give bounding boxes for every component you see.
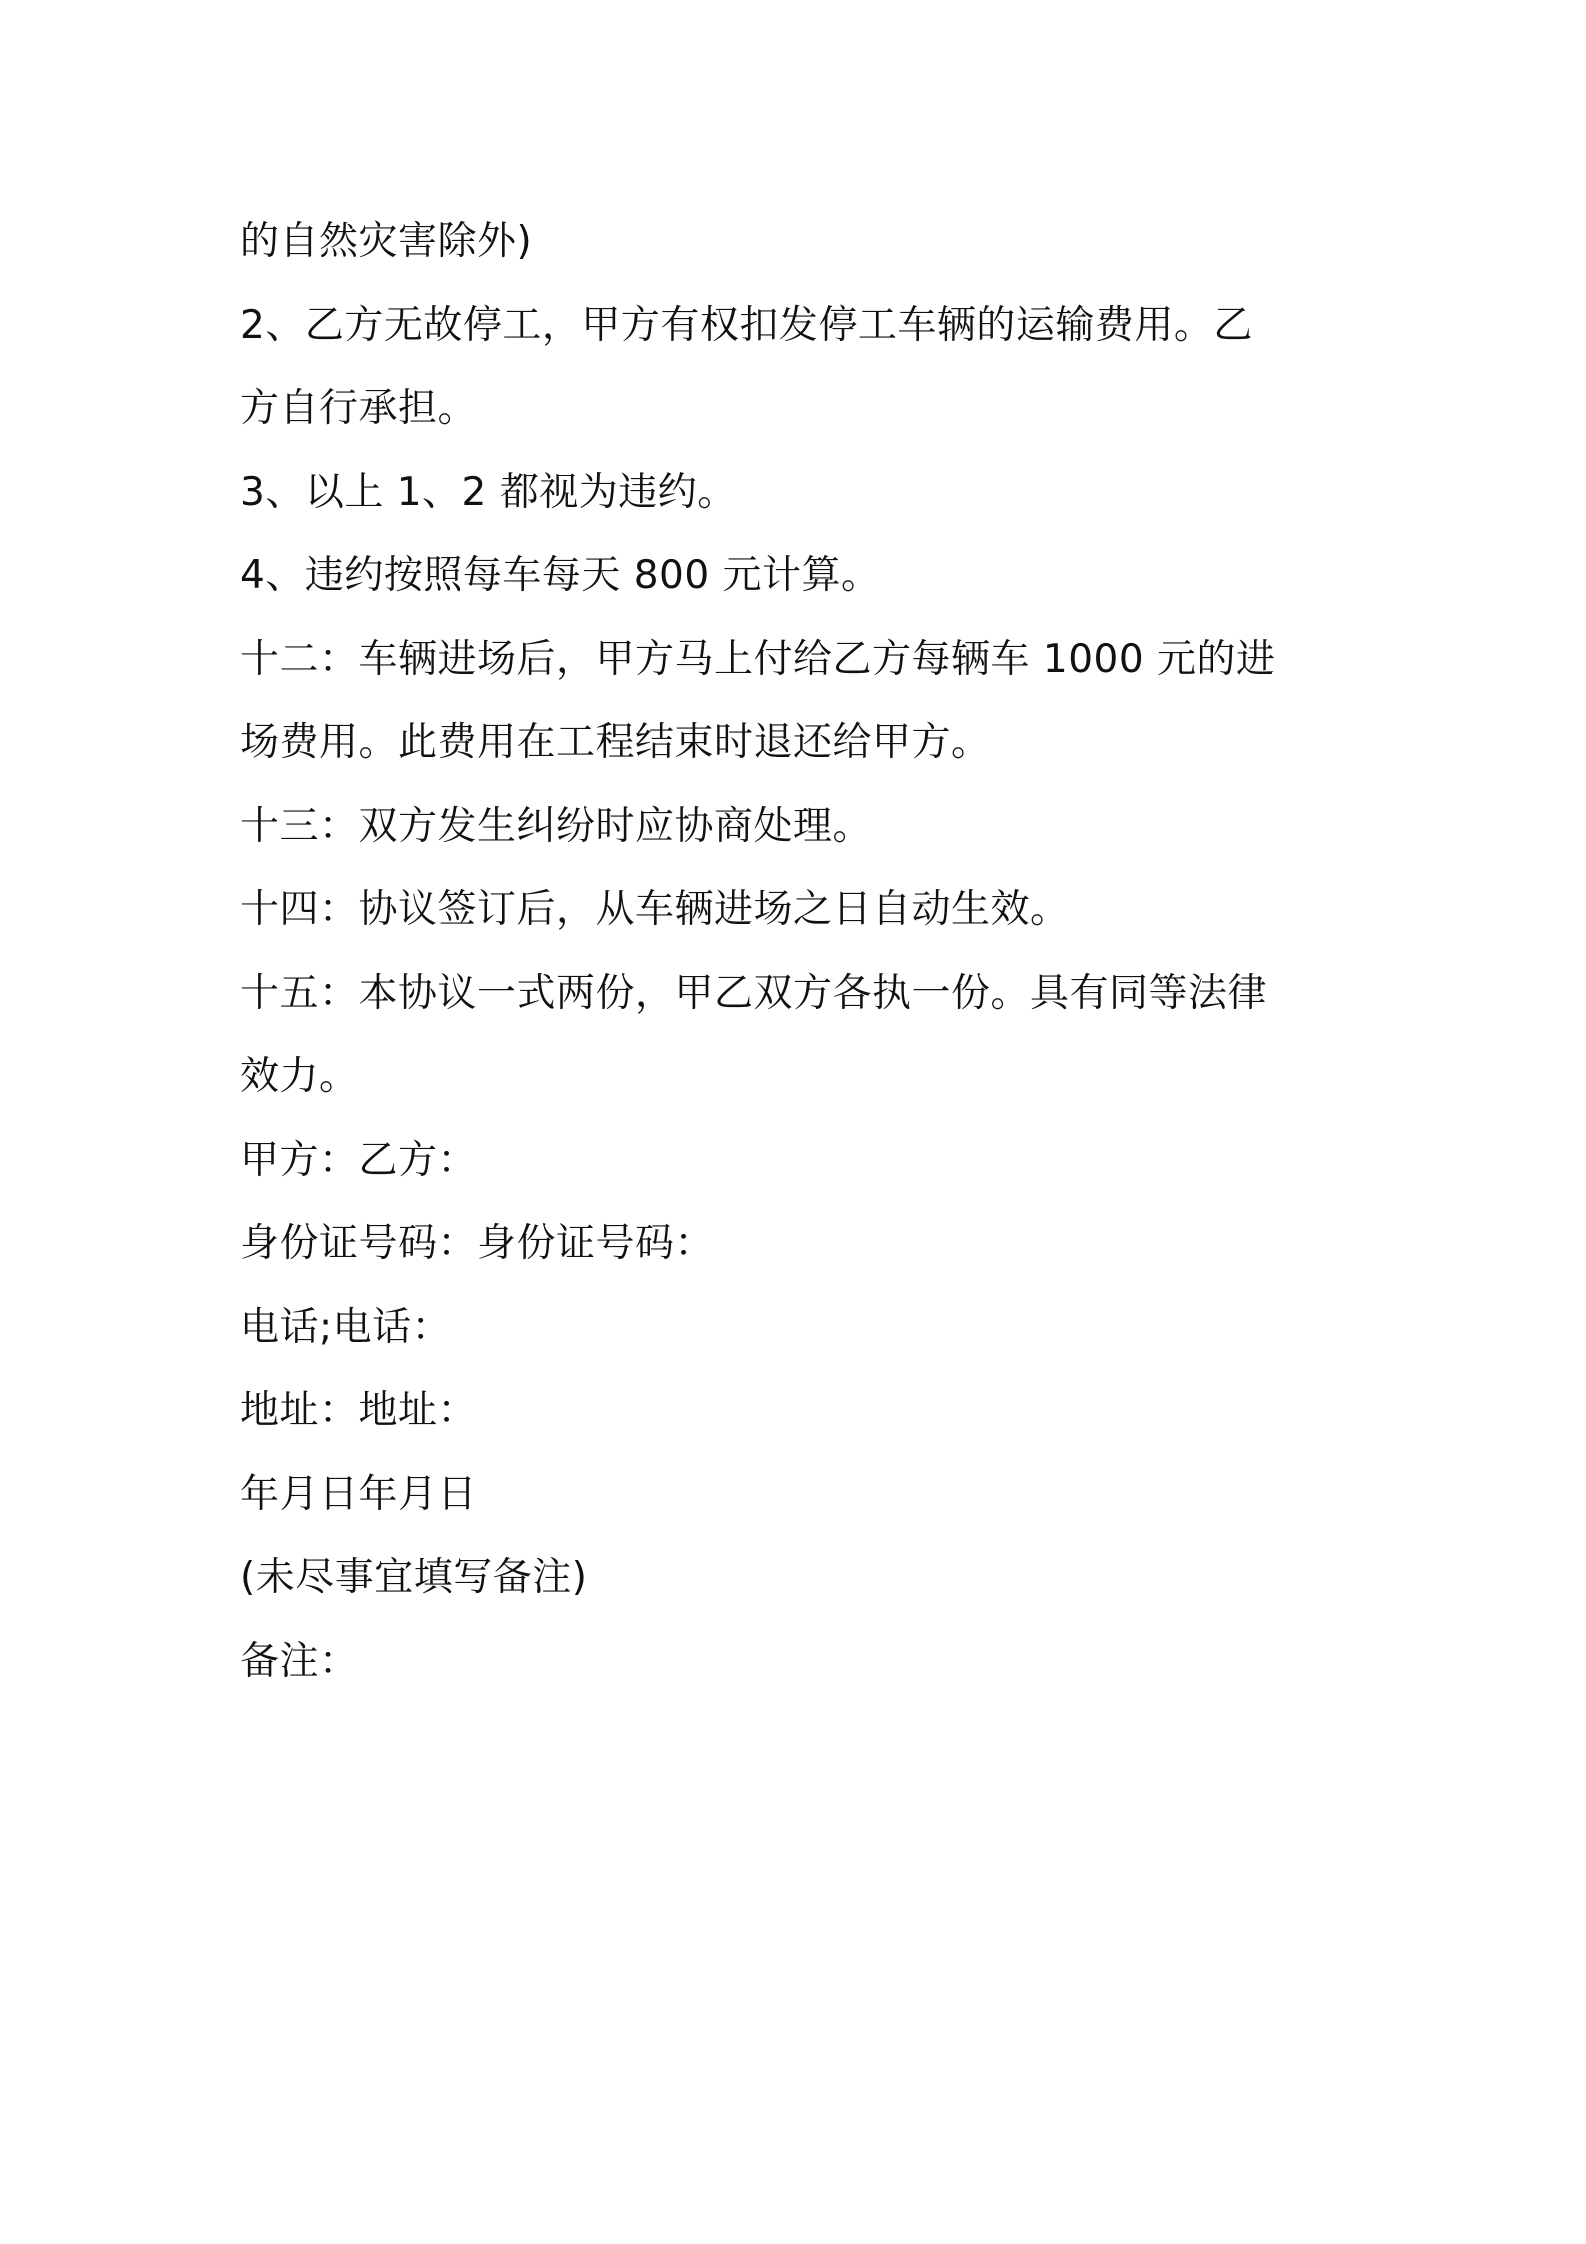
id-number-line: 身份证号码：身份证号码： bbox=[240, 1221, 715, 1266]
text-line: 3、以上 1、2 都视为违约。 bbox=[240, 469, 737, 515]
text-line: 的自然灾害除外) bbox=[240, 219, 533, 264]
text-line: 效力。 bbox=[240, 1054, 359, 1099]
party-line: 甲方：乙方： bbox=[240, 1137, 478, 1183]
text-line: 4、违约按照每车每天 800 元计算。 bbox=[240, 553, 881, 598]
date-line: 年月日年月日 bbox=[240, 1471, 478, 1517]
text-line: 场费用。此费用在工程结束时退还给甲方。 bbox=[240, 720, 991, 765]
text-line: 十二：车辆进场后，甲方马上付给乙方每辆车 1000 元的进 bbox=[240, 636, 1276, 682]
address-line: 地址：地址： bbox=[240, 1388, 478, 1433]
text-line: 方自行承担。 bbox=[240, 386, 478, 431]
remarks-hint-line: (未尽事宜填写备注) bbox=[240, 1555, 588, 1600]
text-line: 十四：协议签订后，从车辆进场之日自动生效。 bbox=[240, 887, 1070, 932]
phone-line: 电话;电话： bbox=[240, 1304, 452, 1350]
text-line: 2、乙方无故停工，甲方有权扣发停工车辆的运输费用。乙 bbox=[240, 302, 1253, 348]
text-line: 十三：双方发生纠纷时应协商处理。 bbox=[240, 803, 873, 849]
document-body bbox=[240, 200, 1360, 1703]
text-line: 十五：本协议一式两份，甲乙双方各执一份。具有同等法律 bbox=[240, 970, 1268, 1016]
remarks-line: 备注： bbox=[240, 1638, 359, 1684]
